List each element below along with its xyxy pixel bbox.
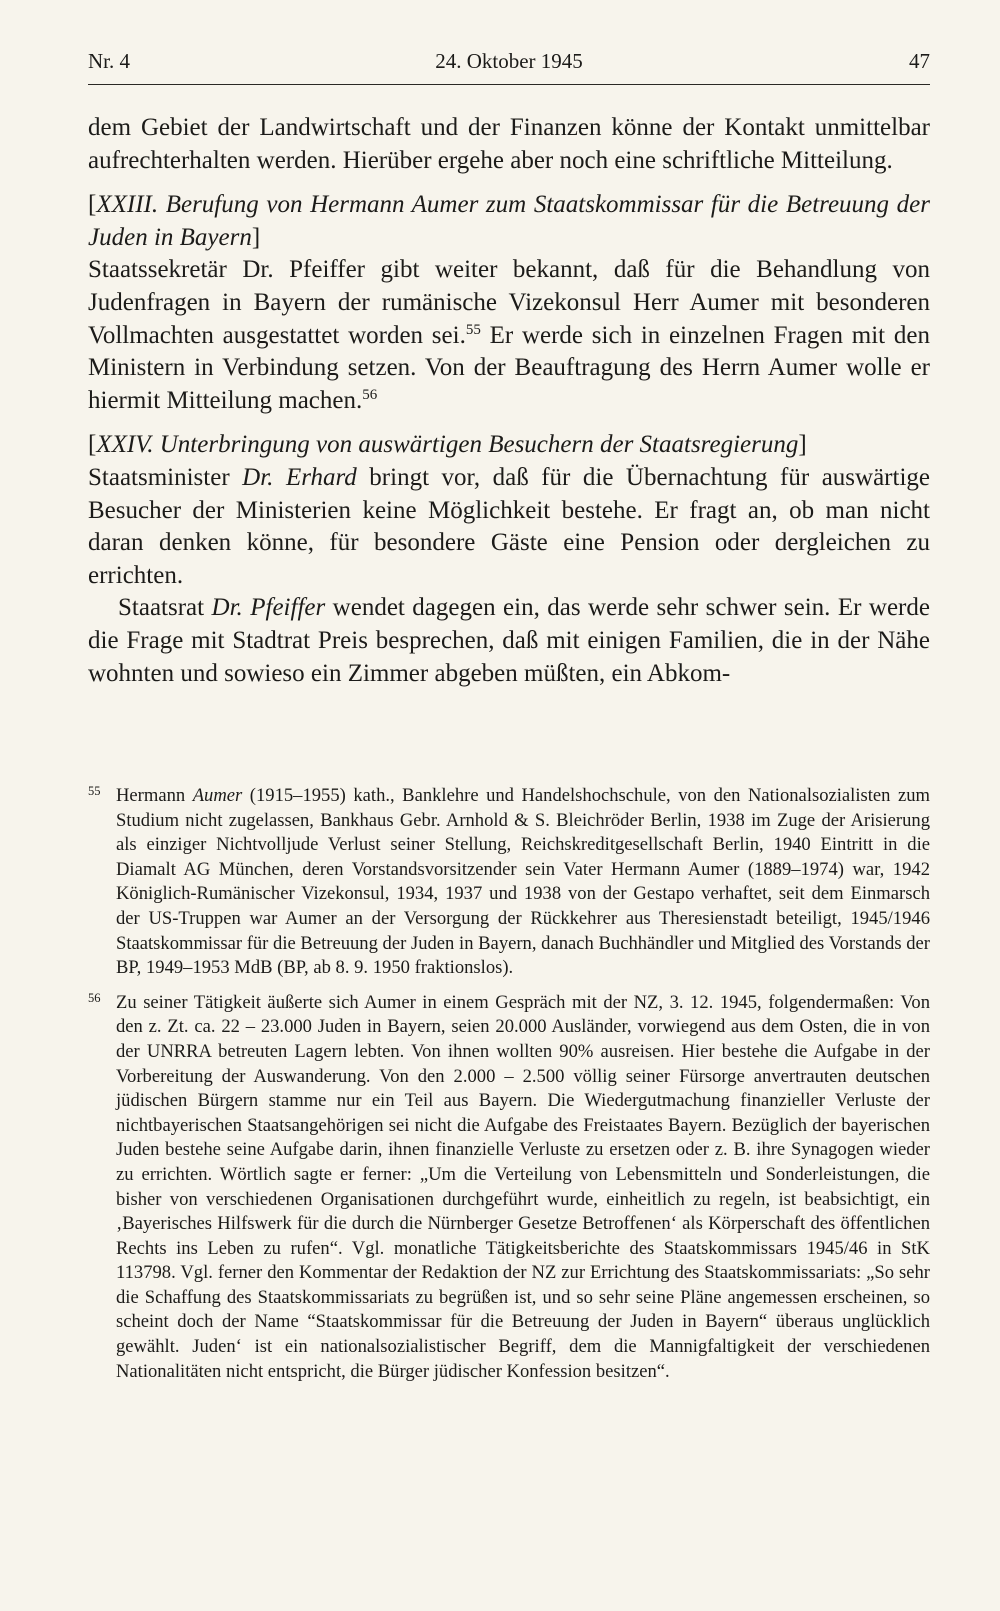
section-heading-text: XXIII. Berufung von Hermann Aumer zum Staatskommissar für die Betreuung der Juden in Bayern bbox=[88, 191, 930, 251]
section-heading-xxiv: [XXIV. Unterbringung von auswärtigen Besuchern der Staatsregierung] bbox=[88, 431, 807, 459]
footnote-56: 56 Zu seiner Tätigkeit äußerte sich Aumer in einem Gespräch mit der NZ, 3. 12. 1945, folgendermaßen: Von den z. Zt. ca. 22 – 23.000 Juden in Bayern, seien 20.000 Ausländer, vorwiegend aus dem Osten, die in von der UNRRA betreuten Lagern lebten. Von ihnen wollten 90% ausreisen. Hier bestehe die Aufgabe in der Vorbereitung der Auswanderung. Von den 2.000 – 2.500 völlig seiner Fürsorge anvertrauten deutschen jüdischen Bürgern stamme nur ein Teil aus Bayern. Die Wiedergutmachung finanzieller Verluste der nichtbayerischen Staatsangehörigen sei nicht die Aufgabe des Freistaates Bayern. Bezüglich der bayerischen Juden bestehe seine Aufgabe darin, ihnen finanzielle Verluste zu ersetzen oder z. B. ihre Synagogen wieder zu errichten. Wörtlich sagte er ferner: „Um die Verteilung von Lebensmitteln und Sonderleistungen, die bisher von verschiedenen Organisationen durchgeführt wurde, einheitlich zu regeln, ist beabsichtigt, ein ‚Bayerisches Hilfswerk für die durch die Nürnberger Gesetze Betroffenen‘ als Körperschaft des öffentlichen Rechts ins Leben zu rufen“. Vgl. monatliche Tätigkeitsberichte des Staatskommissars 1945/46 in StK 113798. Vgl. ferner den Kommentar der Redaktion der NZ zur Errichtung des Staatskommissariats: „So sehr die Schaffung des Staatskommissariats zu begrüßen ist, und so sehr seine Pläne angemessen erscheinen, so scheint doch der Name “Staatskommissar für die Betreuung der Juden in Bayern“ überaus unglücklich gewählt. Juden‘ ist ein nationalsozialistischer Begriff, dem die Mannigfaltigkeit der verschiedenen Nationalitäten nicht entspricht, die Bürger jüdischer Konfession besitzen“. bbox=[88, 991, 930, 1385]
footnote-ref-55[interactable]: 55 bbox=[465, 321, 481, 338]
header-rule bbox=[88, 84, 930, 85]
page-number: 47 bbox=[909, 49, 930, 73]
footnote-55: 55 Hermann Aumer (1915–1955) kath., Banklehre und Handelshochschule, von den Nationalsozialisten zum Studium nicht zugelassen, Bankhaus Gebr. Arnhold & S. Bleichröder Berlin, 1938 im Zuge der Arisierung als einziger Nichtvolljude Verlust seiner Stellung, Reichskreditgesellschaft Berlin, 1940 Eintritt in die Diamalt AG München, deren Vorstandsvorsitzender sein Vater Hermann Aumer (1889–1974) war, 1942 Königlich-Rumänischer Vizekonsul, 1934, 1937 und 1938 von der Gestapo verhaftet, seit dem Einmarsch der US-Truppen war Aumer an der Versorgung der Rückkehrer aus Theresienstadt beteiligt, 1945/1946 Staatskommissar für die Betreuung der Juden in Bayern, danach Buchhändler und Mitglied des Vorstands der BP, 1949–1953 MdB (BP, ab 8. 9. 1950 fraktionslos). bbox=[88, 784, 930, 981]
footnote-number: 55 bbox=[88, 784, 101, 798]
section-heading-text: XXIV. Unterbringung von auswärtigen Besuchern der Staatsregierung bbox=[96, 431, 799, 459]
main-text bbox=[88, 112, 930, 690]
issue-number: Nr. 4 bbox=[88, 49, 130, 73]
speaker-name: Dr. Erhard bbox=[242, 463, 357, 491]
speaker-name: Dr. Pfeiffer bbox=[211, 594, 326, 622]
paragraph: Staatssekretär Dr. Pfeiffer gibt weiter bekannt, daß für die Behandlung von Judenfragen in Bayern der rumänische Vizekonsul Herr Aumer mit besonderen Vollmachten ausgestattet worden sei.$^{55}$ Er werde sich in einzelnen Fragen mit den Ministern in Verbindung setzen. Von der Beauftragung des Herrn Aumer wolle er hiermit Mitteilung machen.$^{56}$ bbox=[88, 256, 930, 414]
footnote-number: 56 bbox=[88, 990, 101, 1005]
paragraph: dem Gebiet der Landwirtschaft und der Finanzen könne der Kontakt unmittelbar aufrechterhalten werden. Hierüber ergehe aber noch eine schriftliche Mitteilung. bbox=[88, 114, 930, 174]
section-heading-xxiii: [XXIII. Berufung von Hermann Aumer zum Staatskommissar für die Betreuung der Juden in Bayern] bbox=[88, 191, 930, 251]
footnote-ref-56[interactable]: 56 bbox=[362, 386, 378, 403]
paragraph: Staatsminister Dr. Erhard bringt vor, daß für die Übernachtung für auswärtige Besucher der Ministerien keine Möglichkeit bestehe. Er fragt an, ob man nicht daran denken könne, für besondere Gäste eine Pension oder dergleichen zu errichten. bbox=[88, 463, 930, 589]
issue-date: 24. Oktober 1945 bbox=[435, 49, 583, 73]
footnotes bbox=[88, 784, 930, 1394]
paragraph: Staatsrat Dr. Pfeiffer wendet dagegen ein, das werde sehr schwer sein. Er werde die Frage mit Stadtrat Preis besprechen, daß mit einigen Familien, die in der Nähe wohnten und sowieso ein Zimmer abgeben müßten, ein Abkom- bbox=[88, 594, 930, 687]
person-name: Aumer bbox=[192, 785, 243, 806]
